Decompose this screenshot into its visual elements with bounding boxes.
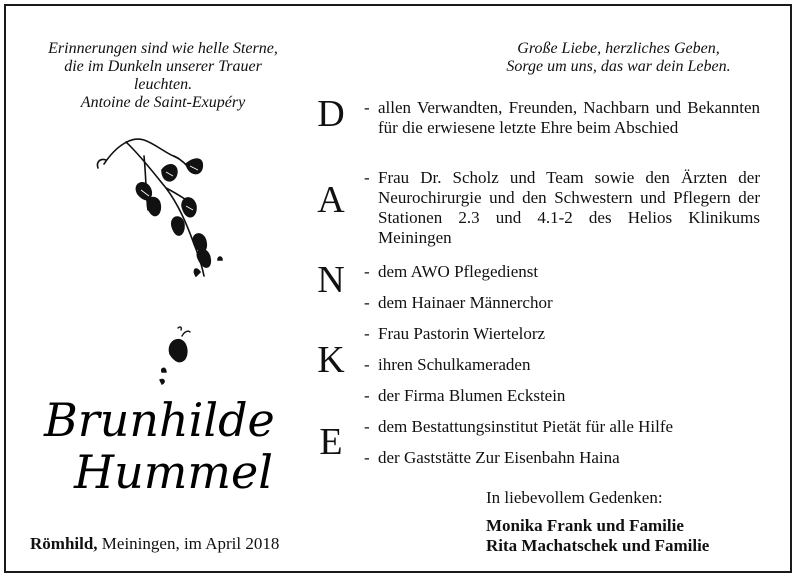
leaf-branch-icon [86, 126, 236, 286]
place-town: Römhild, [30, 534, 98, 553]
quote-left [28, 40, 298, 112]
place-date [30, 534, 279, 554]
thanks-item: - dem AWO Pflegedienst [364, 262, 539, 281]
danke-letter: E [319, 421, 343, 463]
thanks-item: - der Firma Blumen Eckstein [364, 386, 566, 405]
thanks-item: - allen Verwandten, Freunden, Nachbarn und Bekannten für die erwiesene letzte Ehre beim Abschied [364, 98, 760, 137]
thanks-item: - der Gaststätte Zur Eisenbahn Haina [364, 448, 620, 467]
quote-author: Antoine de Saint-Exupéry [80, 94, 246, 111]
quote-right-line: Sorge um uns, das war dein Leben. [506, 58, 731, 75]
thanks-item: - dem Bestattungsinstitut Pietät für alle Hilfe [364, 417, 674, 436]
deceased-name [30, 394, 320, 498]
quote-left-line: leuchten. [133, 76, 193, 93]
family-names [486, 516, 709, 556]
family-name: Monika Frank und Familie [486, 516, 684, 535]
quote-left-line: die im Dunkeln unserer Trauer [64, 58, 262, 75]
place-rest: Meiningen, im April 2018 [97, 534, 280, 553]
thanks-item: - ihren Schulkameraden [364, 355, 531, 374]
thanks-item: - Frau Pastorin Wiertelorz [364, 324, 546, 343]
family-name: Rita Machatschek und Familie [486, 536, 710, 555]
signoff: In liebevollem Gedenken: [486, 488, 663, 507]
obituary-card [4, 4, 792, 573]
quote-right-line: Große Liebe, herzliches Geben, [517, 40, 720, 57]
danke-letter: A [317, 179, 345, 221]
quote-left-line: Erinnerungen sind wie helle Sterne, [48, 40, 278, 57]
deceased-last-name: Hummel [74, 445, 273, 499]
thanks-item: - Frau Dr. Scholz und Team sowie den Ärzten der Neurochirurgie und den Schwestern und Pflegern der Stationen 2.3 und 4.1-2 des Helios Klinikums Meiningen [364, 168, 760, 247]
deceased-first-name: Brunhilde [44, 393, 275, 447]
quote-right [466, 40, 771, 76]
danke-letter: N [317, 259, 345, 301]
danke-letter: K [317, 339, 345, 381]
danke-letter: D [317, 93, 345, 135]
falling-leaf-icon [156, 324, 201, 389]
thanks-item: - dem Hainaer Männerchor [364, 293, 553, 312]
